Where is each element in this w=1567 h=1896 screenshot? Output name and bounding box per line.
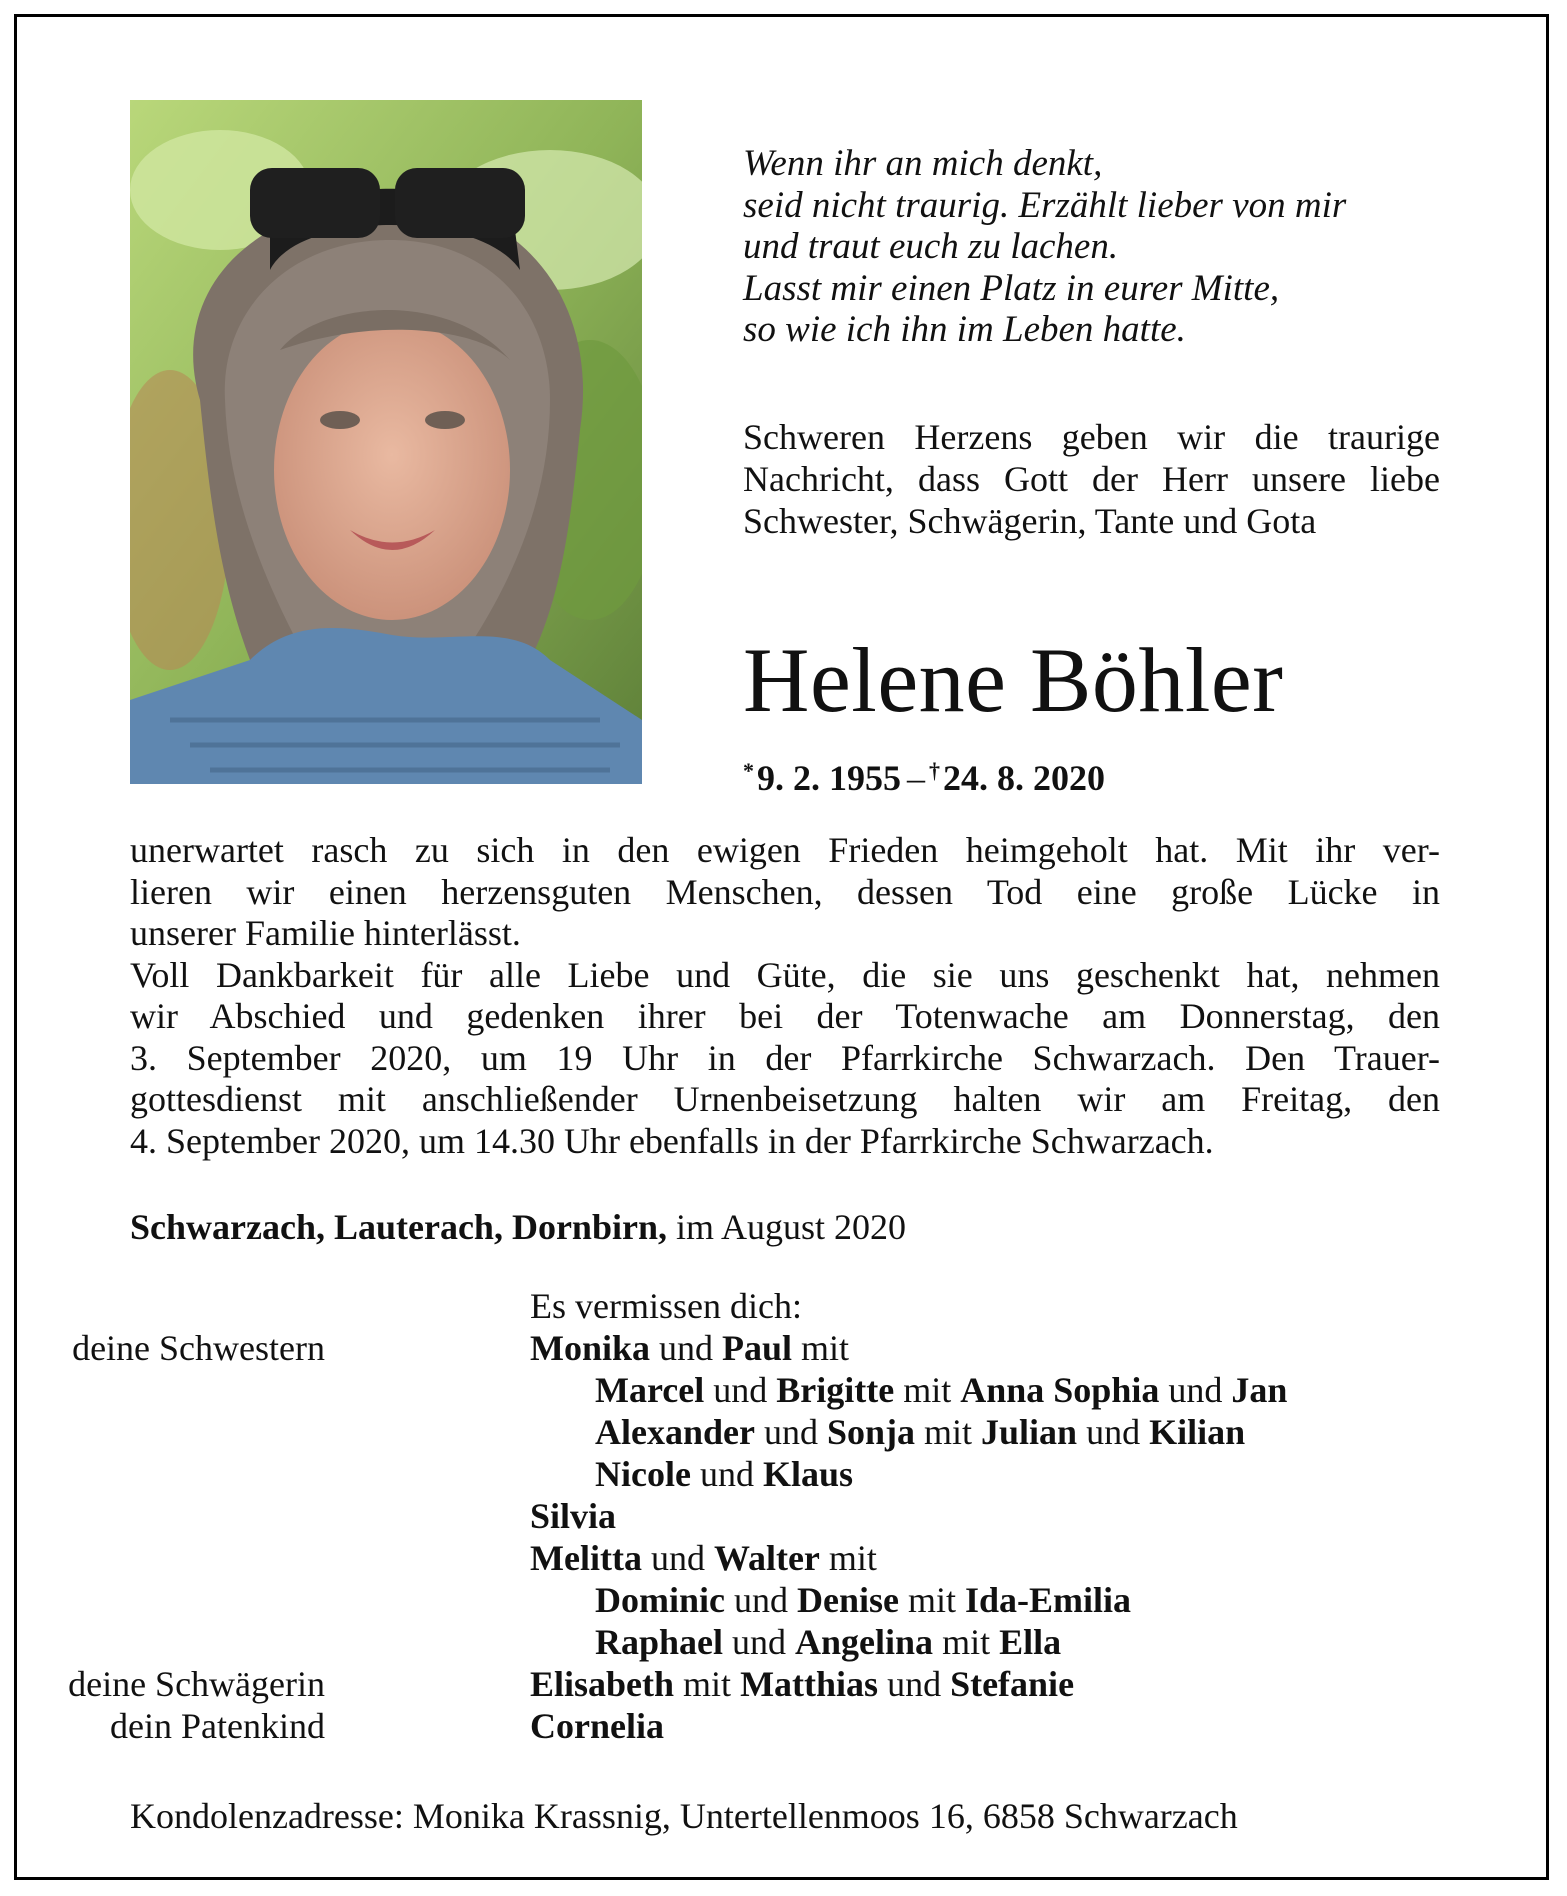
poem-line: seid nicht traurig. Erzählt lieber von mir [743,184,1347,226]
family-row [130,1453,1440,1495]
family-name: Silvia [530,1496,617,1536]
connector: und [713,1370,768,1410]
family-name: Elisabeth [530,1664,675,1704]
connector: mit [801,1328,850,1368]
connector: und [699,1454,754,1494]
family-name: Matthias [740,1664,879,1704]
family-name: Dominic [595,1580,725,1620]
death-symbol: † [929,758,940,783]
family-name: Ida-Emilia [965,1580,1132,1620]
place-date: im August 2020 [675,1207,907,1247]
family-row [130,1579,1440,1621]
family-name: Walter [713,1538,820,1578]
family-name: Raphael [595,1622,724,1662]
connector: und [887,1664,942,1704]
family-name: Sonja [826,1412,916,1452]
body-line: gottesdienst mit anschließender Urnenbeisetzung halten wir am Freitag, den [130,1079,1440,1119]
memorial-poem [743,143,1463,351]
family-name: Monika [530,1328,651,1368]
family-label: deine Schwägerin [68,1664,325,1704]
family-row [130,1495,1440,1537]
body-line: wir Abschied und gedenken ihrer bei der Totenwache am Donnerstag, den [130,996,1440,1036]
birth-date: 9. 2. 1955 [757,758,901,798]
family-row [130,1411,1440,1453]
connector: mit [828,1538,877,1578]
family-name: Anna Sophia [960,1370,1160,1410]
poem-line: und traut euch zu lachen. [743,226,1119,267]
family-name: Denise [797,1580,899,1620]
connector: und [659,1328,714,1368]
family-label: deine Schwestern [72,1328,325,1368]
notice-body [130,830,1440,1162]
poem-line: Wenn ihr an mich denkt, [743,143,1103,184]
family-row [130,1369,1440,1411]
connector: und [650,1538,705,1578]
connector: und [1086,1412,1141,1452]
family-name: Kilian [1149,1412,1246,1452]
connector: und [763,1412,818,1452]
life-dates [743,751,1105,798]
family-name: Ella [999,1622,1062,1662]
family-name: Julian [981,1412,1078,1452]
death-date: 24. 8. 2020 [943,758,1105,798]
portrait-photo [130,100,642,784]
poem-line: Lasst mir einen Platz in eurer Mitte, [743,267,1280,309]
family-name: Marcel [595,1370,705,1410]
family-row [110,1705,1440,1747]
family-name: Alexander [595,1412,755,1452]
family-name: Brigitte [776,1370,895,1410]
connector: mit [942,1622,991,1662]
family-list [68,1285,1440,1747]
birth-symbol: * [743,758,754,783]
family-name: Cornelia [530,1706,664,1746]
body-line: unserer Familie hinterlässt. [130,913,521,953]
family-heading: Es vermissen dich: [530,1286,802,1326]
family-row [68,1663,1440,1705]
family-name: Nicole [595,1454,691,1494]
body-line: lieren wir einen herzensguten Menschen, dessen Tod eine große Lücke in [130,871,1440,912]
place-date-line [130,1206,906,1248]
connector: mit [924,1412,973,1452]
connector: mit [683,1664,732,1704]
body-line: Voll Dankbarkeit für alle Liebe und Güte, die sie uns geschenkt hat, nehmen [130,954,1440,995]
poem-line: so wie ich ihn im Leben hatte. [743,309,1186,350]
family-row [130,1621,1440,1663]
intro-text: Schweren Herzens geben wir die traurige Nachricht, dass Gott der Herr unsere liebe Schwester, Schwägerin, Tante und Gota [743,417,1440,541]
family-name: Stefanie [950,1664,1075,1704]
family-name: Melitta [530,1538,642,1578]
body-line: 4. September 2020, um 14.30 Uhr ebenfalls in der Pfarrkirche Schwarzach. [130,1120,1214,1161]
body-line: 3. September 2020, um 19 Uhr in der Pfarrkirche Schwarzach. Den Trauer- [130,1037,1440,1078]
place-towns: Schwarzach, Lauterach, Dornbirn, [130,1207,667,1247]
family-name: Paul [722,1328,793,1368]
date-dash: – [907,758,925,798]
connector: und [1168,1370,1223,1410]
family-label: dein Patenkind [110,1706,325,1746]
connector: mit [903,1370,952,1410]
body-line: unerwartet rasch zu sich in den ewigen Frieden heimgeholt hat. Mit ihr ver- [130,830,1440,870]
condolence-address: Kondolenzadresse: Monika Krassnig, Untertellenmoos 16, 6858 Schwarzach [130,1796,1238,1836]
connector: und [734,1580,788,1620]
connector: und [732,1622,787,1662]
deceased-name: Helene Böhler [743,629,1284,731]
portrait-illustration [130,100,642,784]
family-name: Angelina [795,1622,934,1662]
family-row [72,1327,1440,1369]
connector: mit [908,1580,957,1620]
family-name: Klaus [762,1454,854,1494]
family-name: Jan [1231,1370,1288,1410]
family-row [130,1537,1440,1579]
